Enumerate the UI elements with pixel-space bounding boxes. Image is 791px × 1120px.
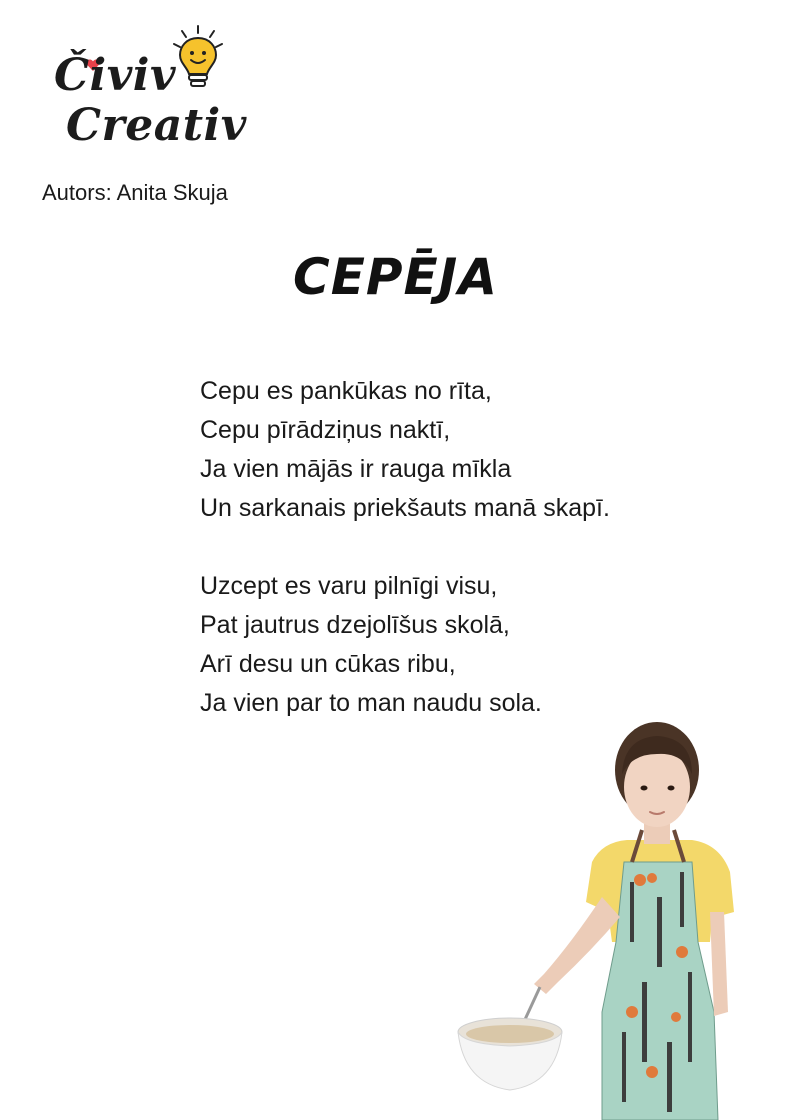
verse-line: Ja vien mājās ir rauga mīkla (200, 455, 512, 483)
verse-line: Pat jautrus dzejolīšus skolā, (200, 611, 510, 639)
brand-logo (50, 20, 247, 160)
stanza (200, 567, 610, 723)
girl-baking-photo (452, 712, 742, 1120)
verse-line: Ja vien par to man naudu sola. (200, 689, 542, 717)
author-line: Autors: Anita Skuja (42, 180, 228, 205)
verse-line: Uzcept es varu pilnīgi visu, (200, 572, 498, 600)
lightbulb-icon (168, 22, 228, 90)
verse-line: Un sarkanais priekšauts manā skapī. (200, 494, 610, 522)
verse-line: Cepu pīrādziņus naktī, (200, 416, 451, 444)
stanza (200, 372, 610, 528)
logo-text-line1: Čiviv (54, 50, 177, 101)
logo-text-line2: Creativ (66, 100, 247, 151)
poem-body (200, 372, 610, 723)
verse-line: Cepu es pankūkas no rīta, (200, 377, 492, 405)
verse-line: Arī desu un cūkas ribu, (200, 650, 456, 678)
poem-title: CEPĒJA (293, 248, 498, 306)
